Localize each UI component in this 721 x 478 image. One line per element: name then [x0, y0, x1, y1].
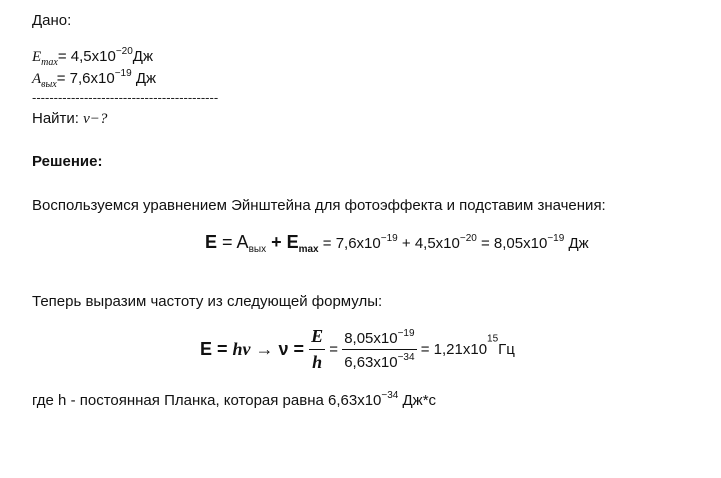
emax-exp: −20	[115, 46, 133, 57]
eq1-rhs3: = 8,05x10	[476, 235, 548, 252]
given-heading: Дано:	[32, 12, 72, 29]
eq2-arrow: →	[250, 339, 279, 359]
given-emax	[32, 46, 153, 68]
planck-exp: −34	[381, 390, 399, 401]
avyh-value: = 7,6x10	[56, 70, 115, 87]
avyh-symbol: A	[32, 71, 42, 87]
eq2-num	[342, 328, 416, 350]
eq1-plus: +	[266, 232, 287, 252]
planck-unit: Дж*с	[398, 392, 437, 409]
eq1-rhs1: = 7,6x10	[318, 235, 381, 252]
eq1-exp1: −19	[380, 233, 398, 244]
planck-text: где h - постоянная Планка, которая равна 6,63x10	[32, 392, 382, 409]
eq2-den	[342, 350, 416, 371]
eq2-lhs: E =	[200, 339, 233, 359]
eq2-frac-den: h	[312, 352, 323, 372]
eq2-eq: =	[325, 341, 343, 358]
eq1-unit: Дж	[564, 235, 589, 252]
eq2-unit: Гц	[498, 341, 515, 358]
einstein-equation	[205, 232, 589, 255]
planck-line	[32, 390, 436, 409]
find-label: Найти:	[32, 110, 84, 127]
eq2-frac-num: E	[309, 326, 325, 350]
eq2-numeric-fraction	[342, 328, 416, 371]
emax-symbol: E	[32, 49, 42, 65]
eq2-num-exp: −19	[397, 328, 415, 339]
solution-intro: Воспользуемся уравнением Эйнштейна для фотоэффекта и подставим значения:	[32, 197, 606, 214]
avyh-unit: Дж	[131, 70, 157, 87]
solution-heading: Решение:	[32, 153, 103, 170]
emax-sub: max	[41, 57, 58, 68]
eq2-num-val: 8,05x10	[344, 330, 398, 347]
eq2-symbolic-fraction	[309, 326, 325, 373]
eq1-E: E	[205, 232, 218, 252]
express-text: Теперь выразим частоту из следующей формулы:	[32, 293, 383, 310]
eq1-Emax: E	[286, 232, 299, 252]
given-separator: -------------------------------------------	[32, 90, 219, 105]
eq1-exp2: −20	[459, 233, 477, 244]
eq1-A: A	[236, 232, 249, 252]
avyh-sub: вых	[41, 79, 57, 90]
eq2-nu: ν =	[278, 339, 310, 359]
eq1-Emax-sub: max	[298, 244, 319, 255]
eq2-result-exp: 15	[487, 333, 499, 345]
eq1-eq: =	[217, 232, 237, 252]
find-line	[32, 110, 107, 128]
find-var: ν−?	[83, 111, 108, 127]
eq2-result: = 1,21x10	[416, 341, 488, 358]
given-avyh	[32, 68, 156, 90]
avyh-exp: −19	[114, 68, 132, 79]
eq1-exp3: −19	[547, 233, 565, 244]
eq2-den-exp: −34	[397, 352, 415, 363]
eq1-rhs2: + 4,5x10	[397, 235, 460, 252]
emax-value: = 4,5x10	[57, 48, 116, 65]
frequency-equation	[200, 326, 515, 373]
emax-unit: Дж	[132, 48, 153, 65]
eq2-hv: hν	[232, 339, 251, 359]
eq2-den-val: 6,63x10	[344, 354, 398, 371]
eq1-A-sub: вых	[248, 244, 267, 255]
